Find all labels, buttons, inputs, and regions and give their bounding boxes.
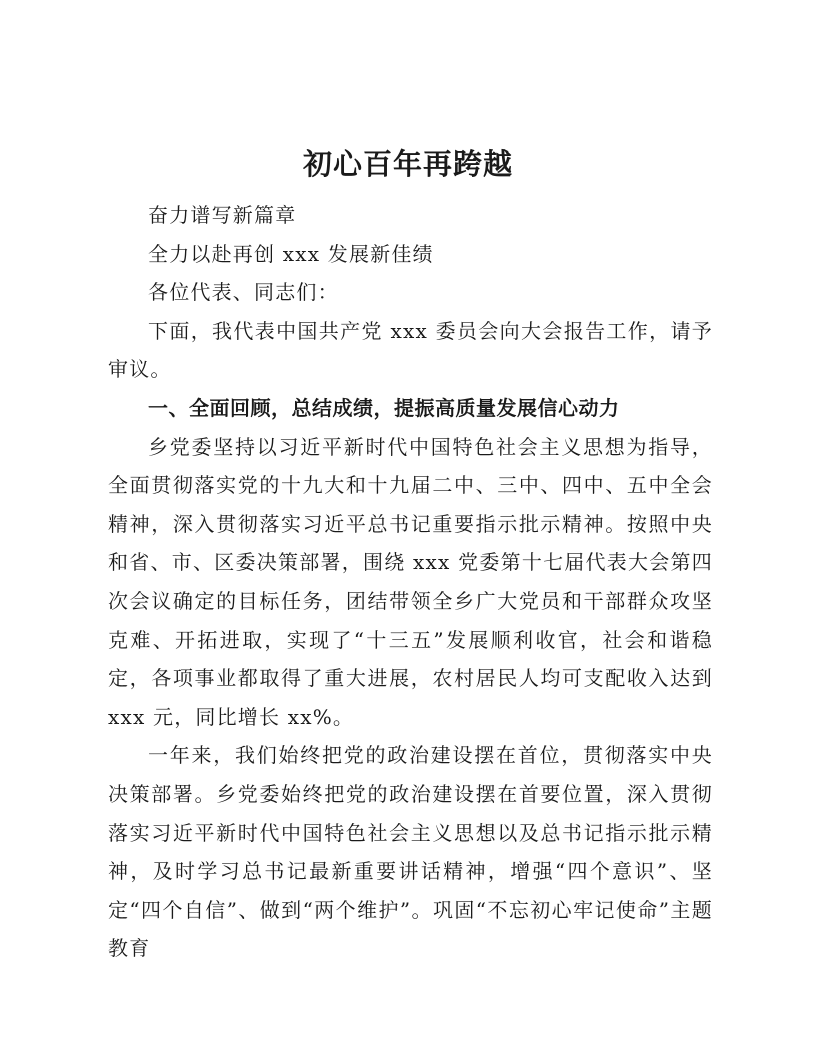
document-body [108, 196, 713, 968]
document-title: 初心百年再跨越 [302, 147, 513, 181]
subtitle-line-1: 奋力谱写新篇章 [148, 203, 297, 227]
section-heading-1: 一、全面回顾，总结成绩，提振高质量发展信心动力 [148, 395, 620, 420]
subtitle-line-2: 全力以赴再创 xxx 发展新佳绩 [148, 241, 434, 266]
body-paragraph-2: 一年来，我们始终把党的政治建设摆在首位，贯彻落实中央决策部署。乡党委始终把党的政治建设摆在首要位置，深入贯彻落实习近平新时代中国特色社会主义思想以及总书记指示批示精神，及时学习总书记最新重要讲话精神，增强“四个意识”、坚定“四个自信”、做到“两个维护”。巩固“不忘初心牢记使命”主题教育 [108, 743, 713, 961]
salutation: 各位代表、同志们： [148, 280, 339, 305]
body-paragraph-1: 乡党委坚持以习近平新时代中国特色社会主义思想为指导，全面贯彻落实党的十九大和十九届二中、三中、四中、五中全会精神，深入贯彻落实习近平总书记重要指示批示精神。按照中央和省、市、区委决策部署，围绕 xxx 党委第十七届代表大会第四次会议确定的目标任务，团结带领全乡广大党员和干部群众攻坚克难、开拓进取，实现了“十三五”发展顺利收官，社会和谐稳定，各项事业都取得了重大进展，农村居民人均可支配收入达到 xxx 元，同比增长 xx%。 [108, 434, 713, 729]
intro-paragraph: 下面，我代表中国共产党 xxx 委员会向大会报告工作，请予审议。 [108, 318, 713, 382]
